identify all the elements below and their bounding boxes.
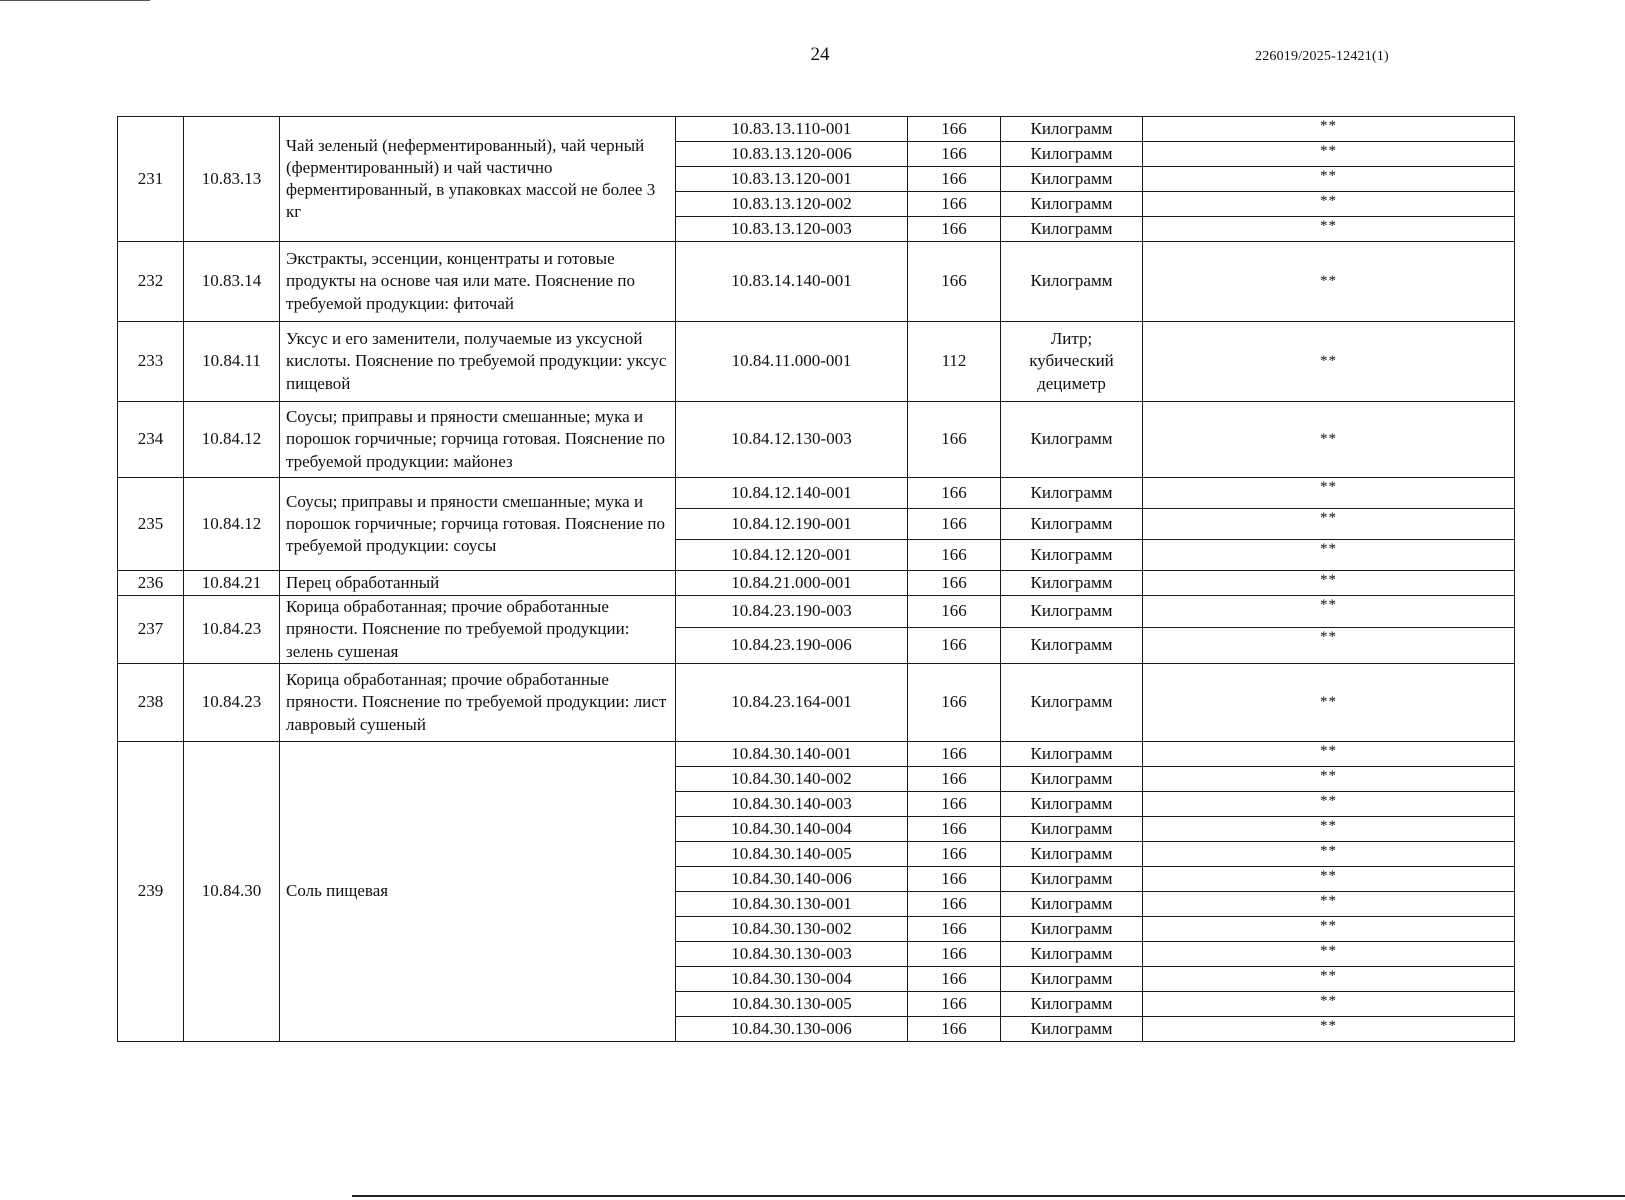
ktru-code: 10.83.13.110-001 (676, 117, 908, 142)
value-cell: ** (1143, 1017, 1515, 1042)
value-cell: ** (1143, 167, 1515, 192)
unit-name: Килограмм (1001, 217, 1143, 242)
top-edge-rule (0, 0, 150, 1)
product-name: Уксус и его заменители, получаемые из уксусной кислоты. Пояснение по требуемой продукции: уксус пищевой (280, 322, 676, 402)
product-name: Экстракты, эссенции, концентраты и готовые продукты на основе чая или мате. Пояснение по требуемой продукции: фиточай (280, 242, 676, 322)
ktru-code: 10.84.30.140-006 (676, 867, 908, 892)
value-cell: ** (1143, 792, 1515, 817)
okpd-code: 10.84.23 (184, 596, 280, 664)
ktru-code: 10.84.30.140-002 (676, 767, 908, 792)
unit-name: Килограмм (1001, 867, 1143, 892)
ktru-code: 10.84.12.190-001 (676, 509, 908, 540)
value-cell: ** (1143, 967, 1515, 992)
unit-name: Килограмм (1001, 767, 1143, 792)
product-name: Соусы; приправы и пряности смешанные; мука и порошок горчичные; горчица готовая. Пояснение по требуемой продукции: соусы (280, 478, 676, 571)
unit-code: 166 (908, 217, 1001, 242)
unit-name: Килограмм (1001, 571, 1143, 596)
ktru-code: 10.84.23.190-006 (676, 628, 908, 664)
table-row (118, 242, 1515, 322)
unit-name: Килограмм (1001, 967, 1143, 992)
unit-code: 166 (908, 571, 1001, 596)
unit-name: Килограмм (1001, 1017, 1143, 1042)
ktru-code: 10.84.23.164-001 (676, 664, 908, 742)
product-name: Соль пищевая (280, 742, 676, 1042)
ktru-code: 10.84.30.130-002 (676, 917, 908, 942)
products-table (117, 116, 1515, 1042)
value-cell: ** (1143, 842, 1515, 867)
unit-code: 166 (908, 192, 1001, 217)
okpd-code: 10.83.13 (184, 117, 280, 242)
okpd-code: 10.84.21 (184, 571, 280, 596)
unit-code: 166 (908, 792, 1001, 817)
value-cell: ** (1143, 596, 1515, 628)
value-cell: ** (1143, 192, 1515, 217)
unit-code: 166 (908, 478, 1001, 509)
unit-name: Килограмм (1001, 192, 1143, 217)
unit-code: 166 (908, 1017, 1001, 1042)
unit-code: 112 (908, 322, 1001, 402)
table-row (118, 322, 1515, 402)
ktru-code: 10.83.13.120-003 (676, 217, 908, 242)
ktru-code: 10.84.30.130-004 (676, 967, 908, 992)
row-number: 231 (118, 117, 184, 242)
value-cell: ** (1143, 509, 1515, 540)
unit-name: Килограмм (1001, 942, 1143, 967)
okpd-code: 10.84.23 (184, 664, 280, 742)
unit-name: Килограмм (1001, 167, 1143, 192)
unit-name: Килограмм (1001, 402, 1143, 478)
value-cell: ** (1143, 142, 1515, 167)
ktru-code: 10.84.30.140-004 (676, 817, 908, 842)
ktru-code: 10.84.30.140-001 (676, 742, 908, 767)
unit-code: 166 (908, 142, 1001, 167)
unit-code: 166 (908, 942, 1001, 967)
value-cell: ** (1143, 478, 1515, 509)
unit-code: 166 (908, 242, 1001, 322)
table-row (118, 402, 1515, 478)
ktru-code: 10.84.30.140-003 (676, 792, 908, 817)
product-name: Корица обработанная; прочие обработанные пряности. Пояснение по требуемой продукции: лист лавровый сушеный (280, 664, 676, 742)
ktru-code: 10.83.13.120-002 (676, 192, 908, 217)
ktru-code: 10.84.21.000-001 (676, 571, 908, 596)
unit-name: Килограмм (1001, 792, 1143, 817)
unit-name: Килограмм (1001, 892, 1143, 917)
unit-name: Килограмм (1001, 628, 1143, 664)
product-name: Перец обработанный (280, 571, 676, 596)
ktru-code: 10.83.14.140-001 (676, 242, 908, 322)
unit-code: 166 (908, 892, 1001, 917)
unit-code: 166 (908, 117, 1001, 142)
ktru-code: 10.84.30.130-005 (676, 992, 908, 1017)
unit-code: 166 (908, 742, 1001, 767)
value-cell: ** (1143, 217, 1515, 242)
value-cell: ** (1143, 117, 1515, 142)
unit-code: 166 (908, 167, 1001, 192)
table-row (118, 117, 1515, 142)
value-cell: ** (1143, 322, 1515, 402)
okpd-code: 10.83.14 (184, 242, 280, 322)
ktru-code: 10.84.11.000-001 (676, 322, 908, 402)
table-row (118, 478, 1515, 509)
unit-code: 166 (908, 509, 1001, 540)
unit-name: Литр; кубический дециметр (1001, 322, 1143, 402)
ktru-code: 10.84.30.130-001 (676, 892, 908, 917)
unit-name: Килограмм (1001, 509, 1143, 540)
unit-name: Килограмм (1001, 917, 1143, 942)
unit-name: Килограмм (1001, 242, 1143, 322)
product-name: Соусы; приправы и пряности смешанные; мука и порошок горчичные; горчица готовая. Пояснение по требуемой продукции: майонез (280, 402, 676, 478)
value-cell: ** (1143, 628, 1515, 664)
ktru-code: 10.84.30.130-003 (676, 942, 908, 967)
unit-code: 166 (908, 596, 1001, 628)
unit-name: Килограмм (1001, 540, 1143, 571)
unit-code: 166 (908, 628, 1001, 664)
unit-name: Килограмм (1001, 817, 1143, 842)
unit-name: Килограмм (1001, 478, 1143, 509)
unit-code: 166 (908, 992, 1001, 1017)
unit-code: 166 (908, 842, 1001, 867)
ktru-code: 10.84.30.140-005 (676, 842, 908, 867)
okpd-code: 10.84.12 (184, 402, 280, 478)
unit-code: 166 (908, 767, 1001, 792)
row-number: 236 (118, 571, 184, 596)
row-number: 235 (118, 478, 184, 571)
unit-name: Килограмм (1001, 842, 1143, 867)
row-number: 234 (118, 402, 184, 478)
okpd-code: 10.84.30 (184, 742, 280, 1042)
unit-name: Килограмм (1001, 596, 1143, 628)
row-number: 232 (118, 242, 184, 322)
value-cell: ** (1143, 892, 1515, 917)
ktru-code: 10.84.30.130-006 (676, 1017, 908, 1042)
value-cell: ** (1143, 742, 1515, 767)
unit-code: 166 (908, 917, 1001, 942)
row-number: 233 (118, 322, 184, 402)
okpd-code: 10.84.11 (184, 322, 280, 402)
value-cell: ** (1143, 540, 1515, 571)
value-cell: ** (1143, 867, 1515, 892)
product-name: Корица обработанная; прочие обработанные пряности. Пояснение по требуемой продукции: зелень сушеная (280, 596, 676, 664)
okpd-code: 10.84.12 (184, 478, 280, 571)
value-cell: ** (1143, 571, 1515, 596)
unit-name: Килограмм (1001, 992, 1143, 1017)
unit-name: Килограмм (1001, 742, 1143, 767)
ktru-code: 10.84.23.190-003 (676, 596, 908, 628)
row-number: 237 (118, 596, 184, 664)
ktru-code: 10.84.12.140-001 (676, 478, 908, 509)
value-cell: ** (1143, 402, 1515, 478)
unit-name: Килограмм (1001, 117, 1143, 142)
table-row (118, 571, 1515, 596)
value-cell: ** (1143, 767, 1515, 792)
table-row (118, 664, 1515, 742)
table-row (118, 742, 1515, 767)
table-row (118, 596, 1515, 628)
unit-code: 166 (908, 402, 1001, 478)
ktru-code: 10.83.13.120-001 (676, 167, 908, 192)
product-name: Чай зеленый (неферментированный), чай черный (ферментированный) и чай частично ферментированный, в упаковках массой не более 3 кг (280, 117, 676, 242)
value-cell: ** (1143, 942, 1515, 967)
page-number: 24 (810, 44, 830, 65)
unit-code: 166 (908, 540, 1001, 571)
row-number: 238 (118, 664, 184, 742)
unit-name: Килограмм (1001, 142, 1143, 167)
value-cell: ** (1143, 992, 1515, 1017)
unit-code: 166 (908, 664, 1001, 742)
bottom-rule (352, 1195, 1625, 1197)
value-cell: ** (1143, 817, 1515, 842)
unit-code: 166 (908, 867, 1001, 892)
ktru-code: 10.84.12.120-001 (676, 540, 908, 571)
unit-code: 166 (908, 817, 1001, 842)
ktru-code: 10.83.13.120-006 (676, 142, 908, 167)
value-cell: ** (1143, 242, 1515, 322)
unit-name: Килограмм (1001, 664, 1143, 742)
value-cell: ** (1143, 664, 1515, 742)
ktru-code: 10.84.12.130-003 (676, 402, 908, 478)
row-number: 239 (118, 742, 184, 1042)
unit-code: 166 (908, 967, 1001, 992)
value-cell: ** (1143, 917, 1515, 942)
document-id: 226019/2025-12421(1) (1255, 49, 1389, 64)
